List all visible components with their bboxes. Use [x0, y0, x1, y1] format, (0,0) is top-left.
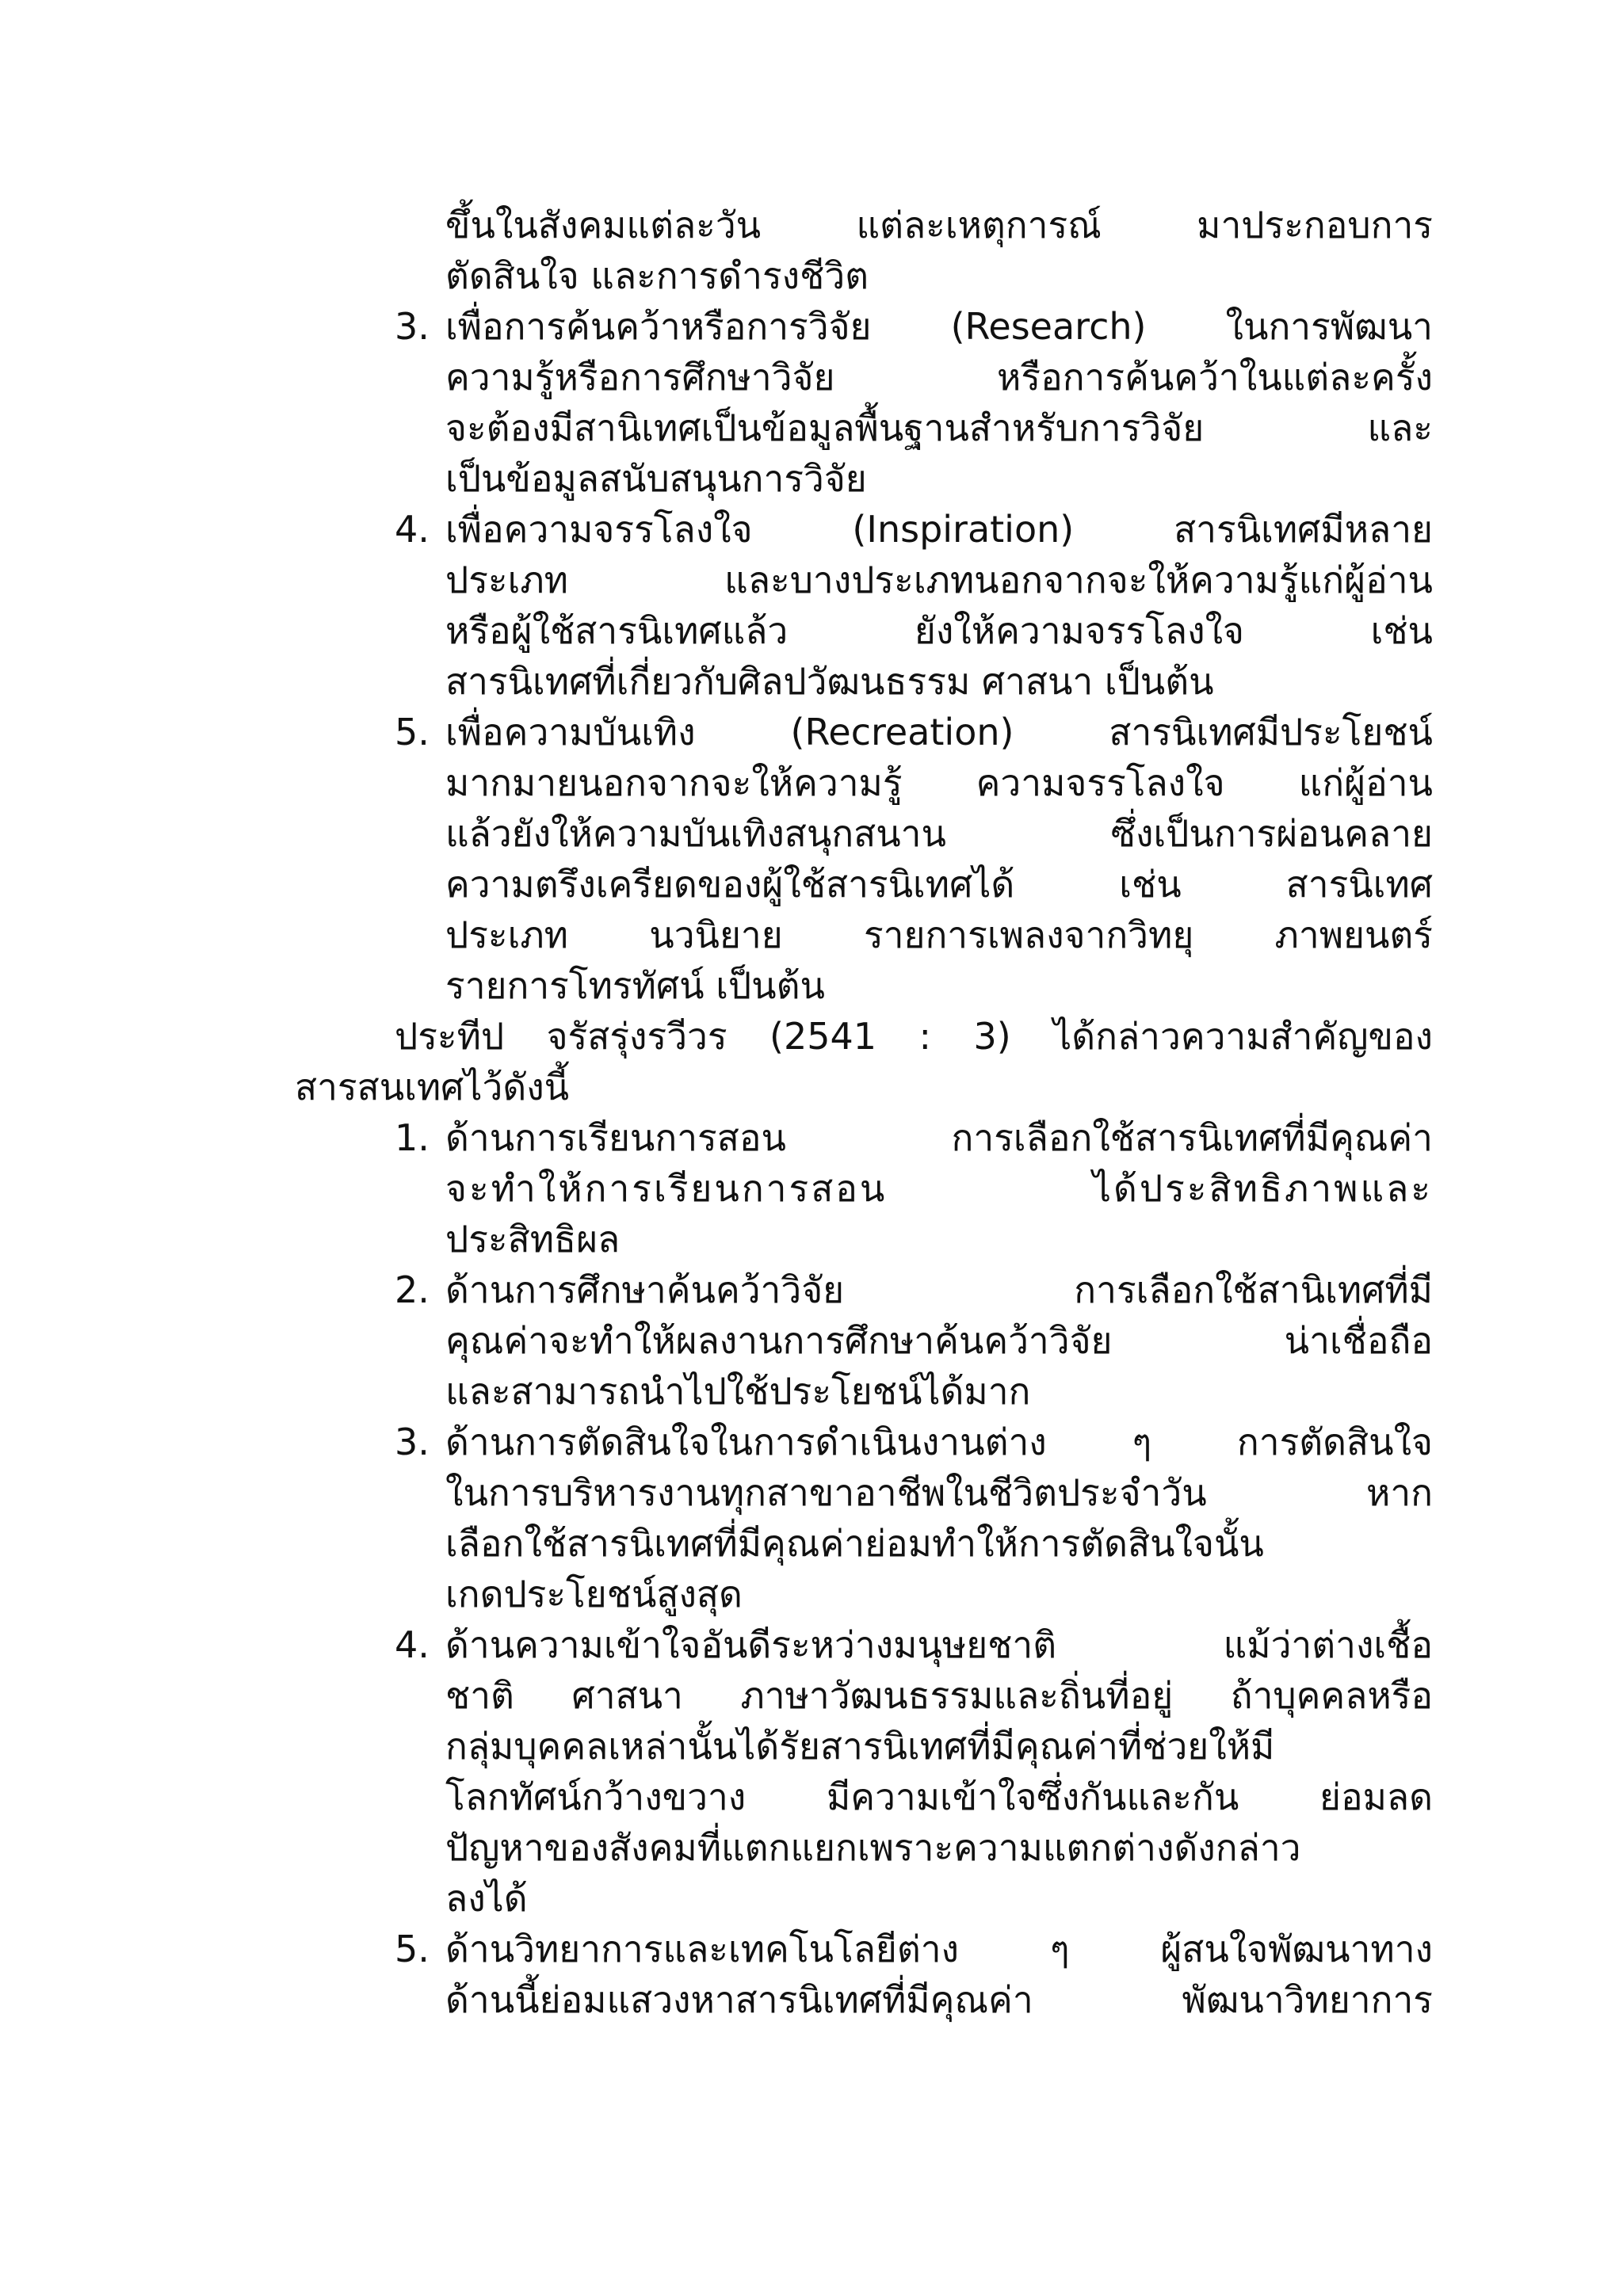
- list-item-line: ประสิทธิผล: [445, 1218, 621, 1261]
- list-item-line: ด้านความเข้าใจอันดีระหว่างมนุษยชาติ แม้ว่าต่างเชื้อ: [445, 1623, 1433, 1666]
- list-item-line: มากมายนอกจากจะให้ความรู้ ความจรรโลงใจ แก่ผู้อ่าน: [445, 761, 1433, 804]
- list-item-line: เลือกใช้สารนิเทศที่มีคุณค่าย่อมทำให้การตัดสินใจนั้น: [445, 1522, 1264, 1565]
- list-item-line: โลกทัศน์กว้างขวาง มีความเข้าใจซึ่งกันและกัน ย่อมลด: [445, 1775, 1433, 1818]
- list-item-line: ด้านการเรียนการสอน การเลือกใช้สารนิเทศที่มีคุณค่า: [445, 1116, 1433, 1159]
- list-item-line: เป็นข้อมูลสนับสนุนการวิจัย: [445, 457, 867, 500]
- list-item-line: ในการบริหารงานทุกสาขาอาชีพในชีวิตประจำวัน หาก: [445, 1471, 1433, 1514]
- continuation-line: ขึ้นในสังคมแต่ละวัน แต่ละเหตุการณ์ มาประกอบการ: [445, 204, 1433, 246]
- list-item-line: ด้านวิทยาการและเทคโนโลยีต่าง ๆ ผู้สนใจพัฒนาทาง: [445, 1928, 1433, 1970]
- list-number: 5.: [395, 1928, 430, 1970]
- list-number: 1.: [395, 1116, 430, 1159]
- list-item-line: ประเภท นวนิยาย รายการเพลงจากวิทยุ ภาพยนตร์: [445, 913, 1433, 956]
- list-item-line: คุณค่าจะทำให้ผลงานการศึกษาค้นคว้าวิจัย น่าเชื่อถือ: [445, 1319, 1433, 1362]
- list-number: 4.: [395, 508, 430, 551]
- continuation-line: ตัดสินใจ และการดำรงชีวิต: [445, 254, 869, 297]
- list-item-line: รายการโทรทัศน์ เป็นต้น: [445, 964, 825, 1007]
- list-item-line: ชาติ ศาสนา ภาษาวัฒนธรรมและถิ่นที่อยู่ ถ้าบุคคลหรือ: [445, 1674, 1433, 1717]
- list-number: 3.: [395, 305, 430, 348]
- list-item-line: ความรู้หรือการศึกษาวิจัย หรือการค้นคว้าในแต่ละครั้ง: [445, 356, 1433, 399]
- list-item-line: ประเภท และบางประเภทนอกจากจะให้ความรู้แก่ผู้อ่าน: [445, 559, 1433, 601]
- list-item-line: และสามารถนำไปใช้ประโยชน์ได้มาก: [445, 1370, 1031, 1413]
- list-item-line: กลุ่มบุคคลเหล่านั้นได้รัยสารนิเทศที่มีคุณค่าที่ช่วยให้มี: [445, 1725, 1275, 1768]
- list-item-line: จะทำให้การเรียนการสอน ได้ประสิทธิภาพและ: [445, 1167, 1433, 1210]
- list-item-line: เพื่อการค้นคว้าหรือการวิจัย (Research) ในการพัฒนา: [445, 305, 1433, 348]
- list-number: 5.: [395, 711, 430, 753]
- list-item-line: จะต้องมีสานิเทศเป็นข้อมูลพื้นฐานสำหรับการวิจัย และ: [445, 406, 1433, 449]
- list-item-line: เพื่อความจรรโลงใจ (Inspiration) สารนิเทศมีหลาย: [445, 508, 1433, 551]
- paragraph-line: ประทีป จรัสรุ่งรวีวร (2541 : 3) ได้กล่าวความสำคัญของ: [395, 1015, 1433, 1058]
- list-item-line: แล้วยังให้ความบันเทิงสนุกสนาน ซึ่งเป็นการผ่อนคลาย: [445, 812, 1433, 855]
- list-item-line: ปัญหาของสังคมที่แตกแยกเพราะความแตกต่างดังกล่าว: [445, 1826, 1301, 1869]
- list-number: 4.: [395, 1623, 430, 1666]
- list-item-line: ลงได้: [445, 1877, 528, 1920]
- list-item-line: ด้านการศึกษาค้นคว้าวิจัย การเลือกใช้สานิเทศที่มี: [445, 1268, 1433, 1311]
- list-item-line: หรือผู้ใช้สารนิเทศแล้ว ยังให้ความจรรโลงใจ เช่น: [445, 609, 1433, 652]
- list-item-line: สารนิเทศที่เกี่ยวกับศิลปวัฒนธรรม ศาสนา เป็นต้น: [445, 660, 1214, 703]
- list-item-line: เพื่อความบันเทิง (Recreation) สารนิเทศมีประโยชน์: [445, 711, 1433, 753]
- list-number: 2.: [395, 1268, 430, 1311]
- list-item-line: ด้านการตัดสินใจในการดำเนินงานต่าง ๆ การตัดสินใจ: [445, 1421, 1433, 1463]
- list-item-line: เกดประโยชน์สูงสุด: [445, 1573, 743, 1615]
- list-number: 3.: [395, 1421, 430, 1463]
- list-item-line: ความตรึงเครียดของผู้ใช้สารนิเทศได้ เช่น สารนิเทศ: [445, 863, 1433, 906]
- paragraph-line: สารสนเทศไว้ดังนี้: [295, 1066, 570, 1108]
- list-item-line: ด้านนี้ย่อมแสวงหาสารนิเทศที่มีคุณค่า พัฒนาวิทยาการ: [445, 1978, 1433, 2021]
